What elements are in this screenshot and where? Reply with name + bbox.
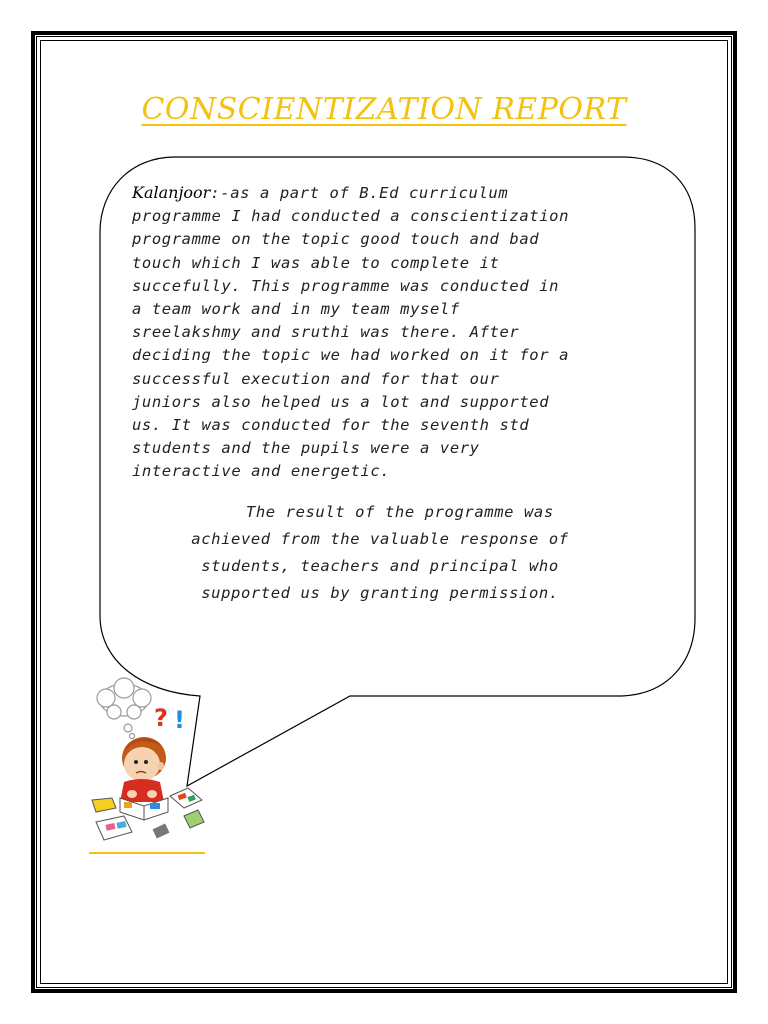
- paragraph-line: touch which I was able to complete it: [132, 253, 500, 272]
- result-paragraph: [140, 499, 620, 607]
- paragraph-line: us. It was conducted for the seventh std: [132, 416, 530, 435]
- place-name: Kalanjoor: [132, 183, 211, 202]
- report-title: CONSCIENTIZATION REPORT: [141, 92, 627, 127]
- report-paragraph: [132, 181, 672, 484]
- result-line: students, teachers and principal who: [201, 557, 559, 575]
- paragraph-line: sreelakshmy and sruthi was there. After: [132, 323, 520, 342]
- paragraph-line: programme I had conducted a conscientization: [132, 207, 569, 226]
- paragraph-line: a team work and in my team myself: [132, 300, 460, 319]
- result-line: supported us by granting permission.: [201, 584, 559, 602]
- result-line: achieved from the valuable response of: [191, 530, 569, 548]
- boy-head-icon: [122, 737, 166, 781]
- thinking-boy-illustration: [84, 676, 214, 851]
- result-line: The result of the programme was: [206, 503, 554, 521]
- paragraph-line: interactive and energetic.: [132, 462, 391, 481]
- paragraph-line: programme on the topic good touch and bad: [132, 230, 540, 249]
- paragraph-line: successful execution and for that our: [132, 369, 500, 388]
- question-mark-icon: ?: [154, 704, 168, 732]
- exclamation-mark-icon: !: [174, 706, 185, 734]
- paragraph-line: deciding the topic we had worked on it for a: [132, 346, 569, 365]
- paragraph-line: succefully. This programme was conducted in: [132, 276, 560, 295]
- paragraph-line: juniors also helped us a lot and supported: [132, 392, 550, 411]
- boy-body-icon: [120, 779, 164, 802]
- paragraph-line: students and the pupils were a very: [132, 439, 480, 458]
- thought-cloud-icon: [97, 678, 151, 739]
- illustration-underline: [89, 852, 205, 854]
- paragraph-line: :-as a part of B.Ed curriculum: [210, 184, 509, 202]
